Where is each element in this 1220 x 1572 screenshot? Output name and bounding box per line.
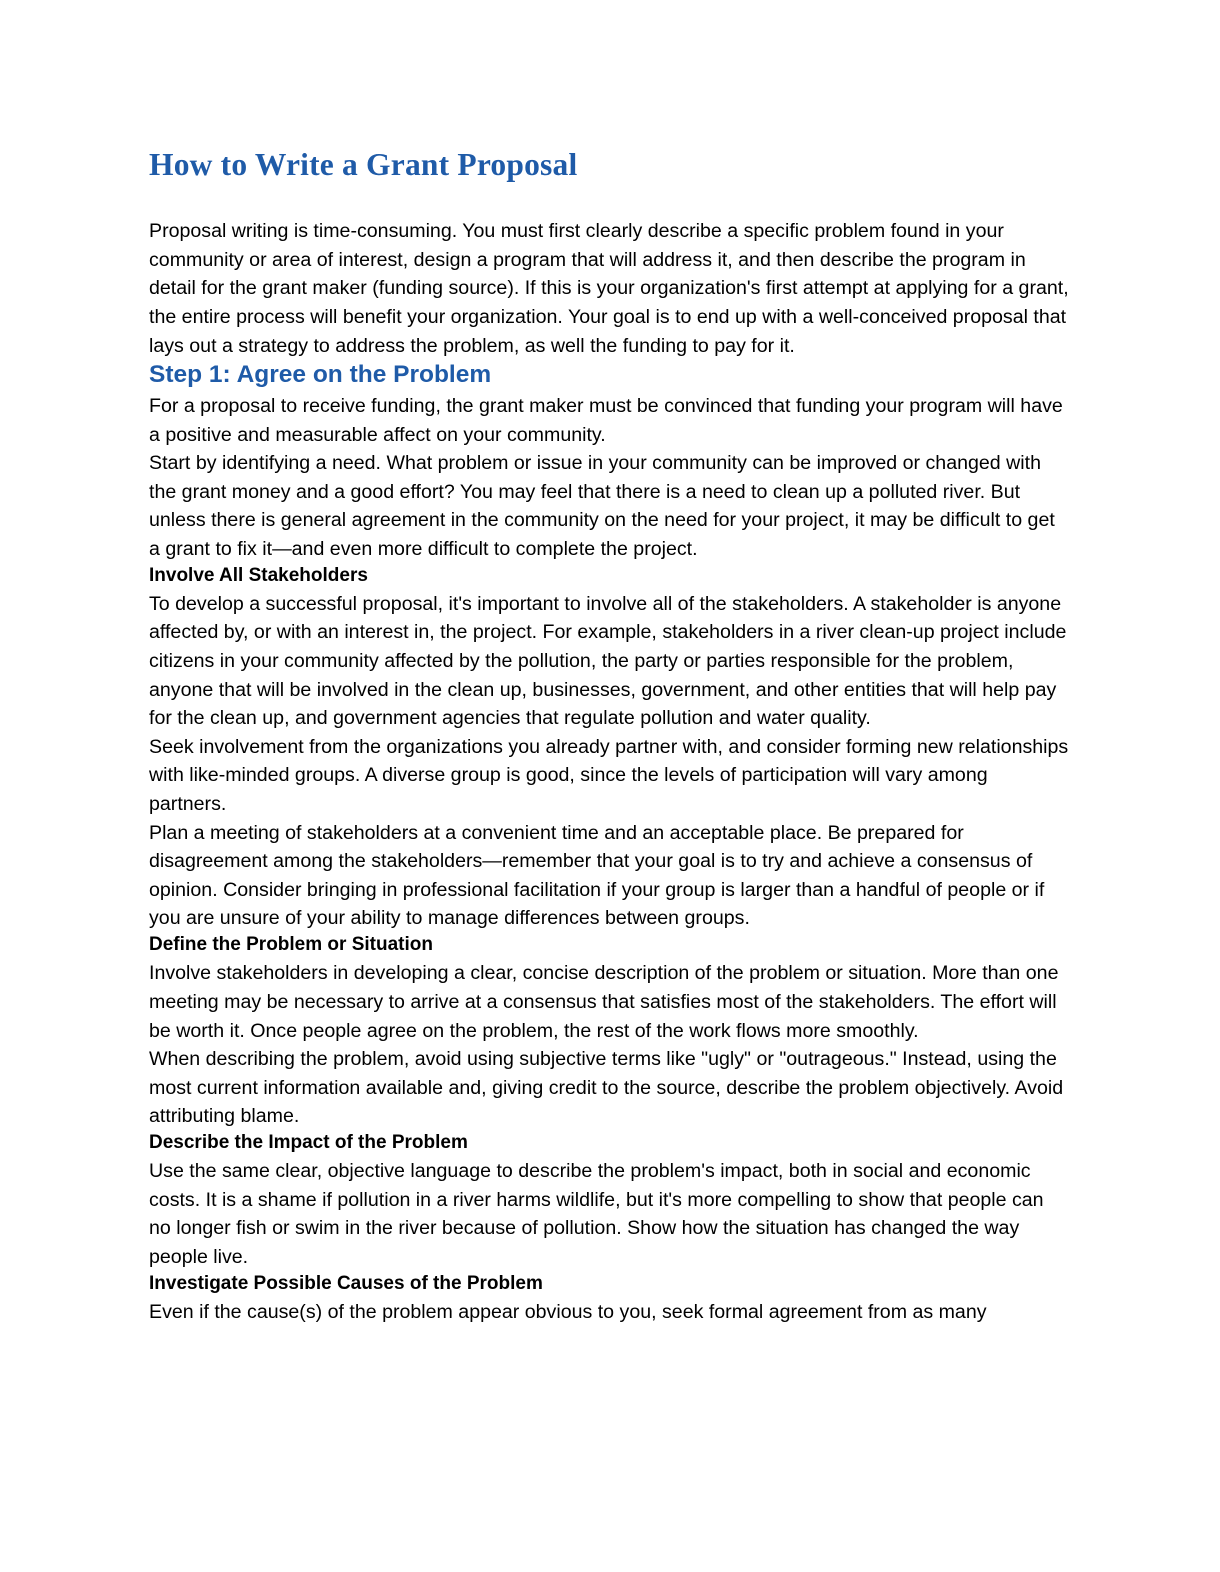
subsection-heading-involve-all-stakeholders: Involve All Stakeholders [149, 564, 368, 586]
describe-the-impact-paragraph-1: Use the same clear, objective language to describe the problem's impact, both in social and economic costs. It is a shame if pollution in a river harms wildlife, but it's more compelling to show that people can no longer fish or swim in the river because of pollution. Show how the situation has changed the way people live. [149, 1160, 1044, 1268]
define-the-problem-paragraph-2: When describing the problem, avoid using subjective terms like "ugly" or "outrageous." Instead, using the most current information available and, giving credit to the source, describe the problem objectively. Avoid attributing blame. [149, 1048, 1064, 1128]
subsection-heading-describe-the-impact-of-the-problem: Describe the Impact of the Problem [149, 1131, 468, 1153]
step1-paragraph-1: For a proposal to receive funding, the grant maker must be convinced that funding your program will have a positive and measurable affect on your community. [149, 395, 1063, 446]
page-title: How to Write a Grant Proposal [149, 147, 578, 182]
step1-paragraph-2: Start by identifying a need. What problem or issue in your community can be improved or changed with the grant money and a good effort? You may feel that there is a need to clean up a polluted river. But unless there is general agreement in the community on the need for your project, it may be difficult to get a grant to fix it—and even more difficult to complete the project. [149, 452, 1055, 560]
involve-all-stakeholders-paragraph-1: To develop a successful proposal, it's important to involve all of the stakeholders. A stakeholder is anyone affected by, or with an interest in, the project. For example, stakeholders in a river clean-up project include citizens in your community affected by the pollution, the party or parties responsible for the problem, anyone that will be involved in the clean up, businesses, government, and other entities that will help pay for the clean up, and government agencies that regulate pollution and water quality. [149, 592, 1067, 730]
document-content [149, 146, 1069, 1326]
subsection-heading-define-the-problem-or-situation: Define the Problem or Situation [149, 934, 433, 955]
intro-paragraph: Proposal writing is time-consuming. You must first clearly describe a specific problem found in your community or area of interest, design a program that will address it, and then describe the program in detail for the grant maker (funding source). If this is your organization's first attempt at applying for a grant, the entire process will benefit your organization. Your goal is to end up with a well-conceived proposal that lays out a strategy to address the problem, as well the funding to pay for it. [149, 220, 1069, 357]
involve-all-stakeholders-paragraph-3: Plan a meeting of stakeholders at a convenient time and an acceptable place. Be prepared for disagreement among the stakeholders—remember that your goal is to try and achieve a consensus of opinion. Consider bringing in professional facilitation if your group is larger than a handful of people or if you are unsure of your ability to manage differences between groups. [149, 821, 1045, 930]
subsection-heading-investigate-possible-causes-of-the-problem: Investigate Possible Causes of the Problem [149, 1272, 543, 1294]
define-the-problem-paragraph-1: Involve stakeholders in developing a clear, concise description of the problem or situation. More than one meeting may be necessary to arrive at a consensus that satisfies most of the stakeholders. The effort will be worth it. Once people agree on the problem, the rest of the work flows more smoothly. [149, 962, 1059, 1042]
investigate-possible-causes-paragraph-1: Even if the cause(s) of the problem appear obvious to you, seek formal agreement from as many [149, 1300, 987, 1323]
involve-all-stakeholders-paragraph-2: Seek involvement from the organizations you already partner with, and consider forming new relationships with like-minded groups. A diverse group is good, since the levels of participation will vary among partners. [149, 735, 1069, 816]
section-heading-step-1: Step 1: Agree on the Problem [149, 361, 492, 389]
